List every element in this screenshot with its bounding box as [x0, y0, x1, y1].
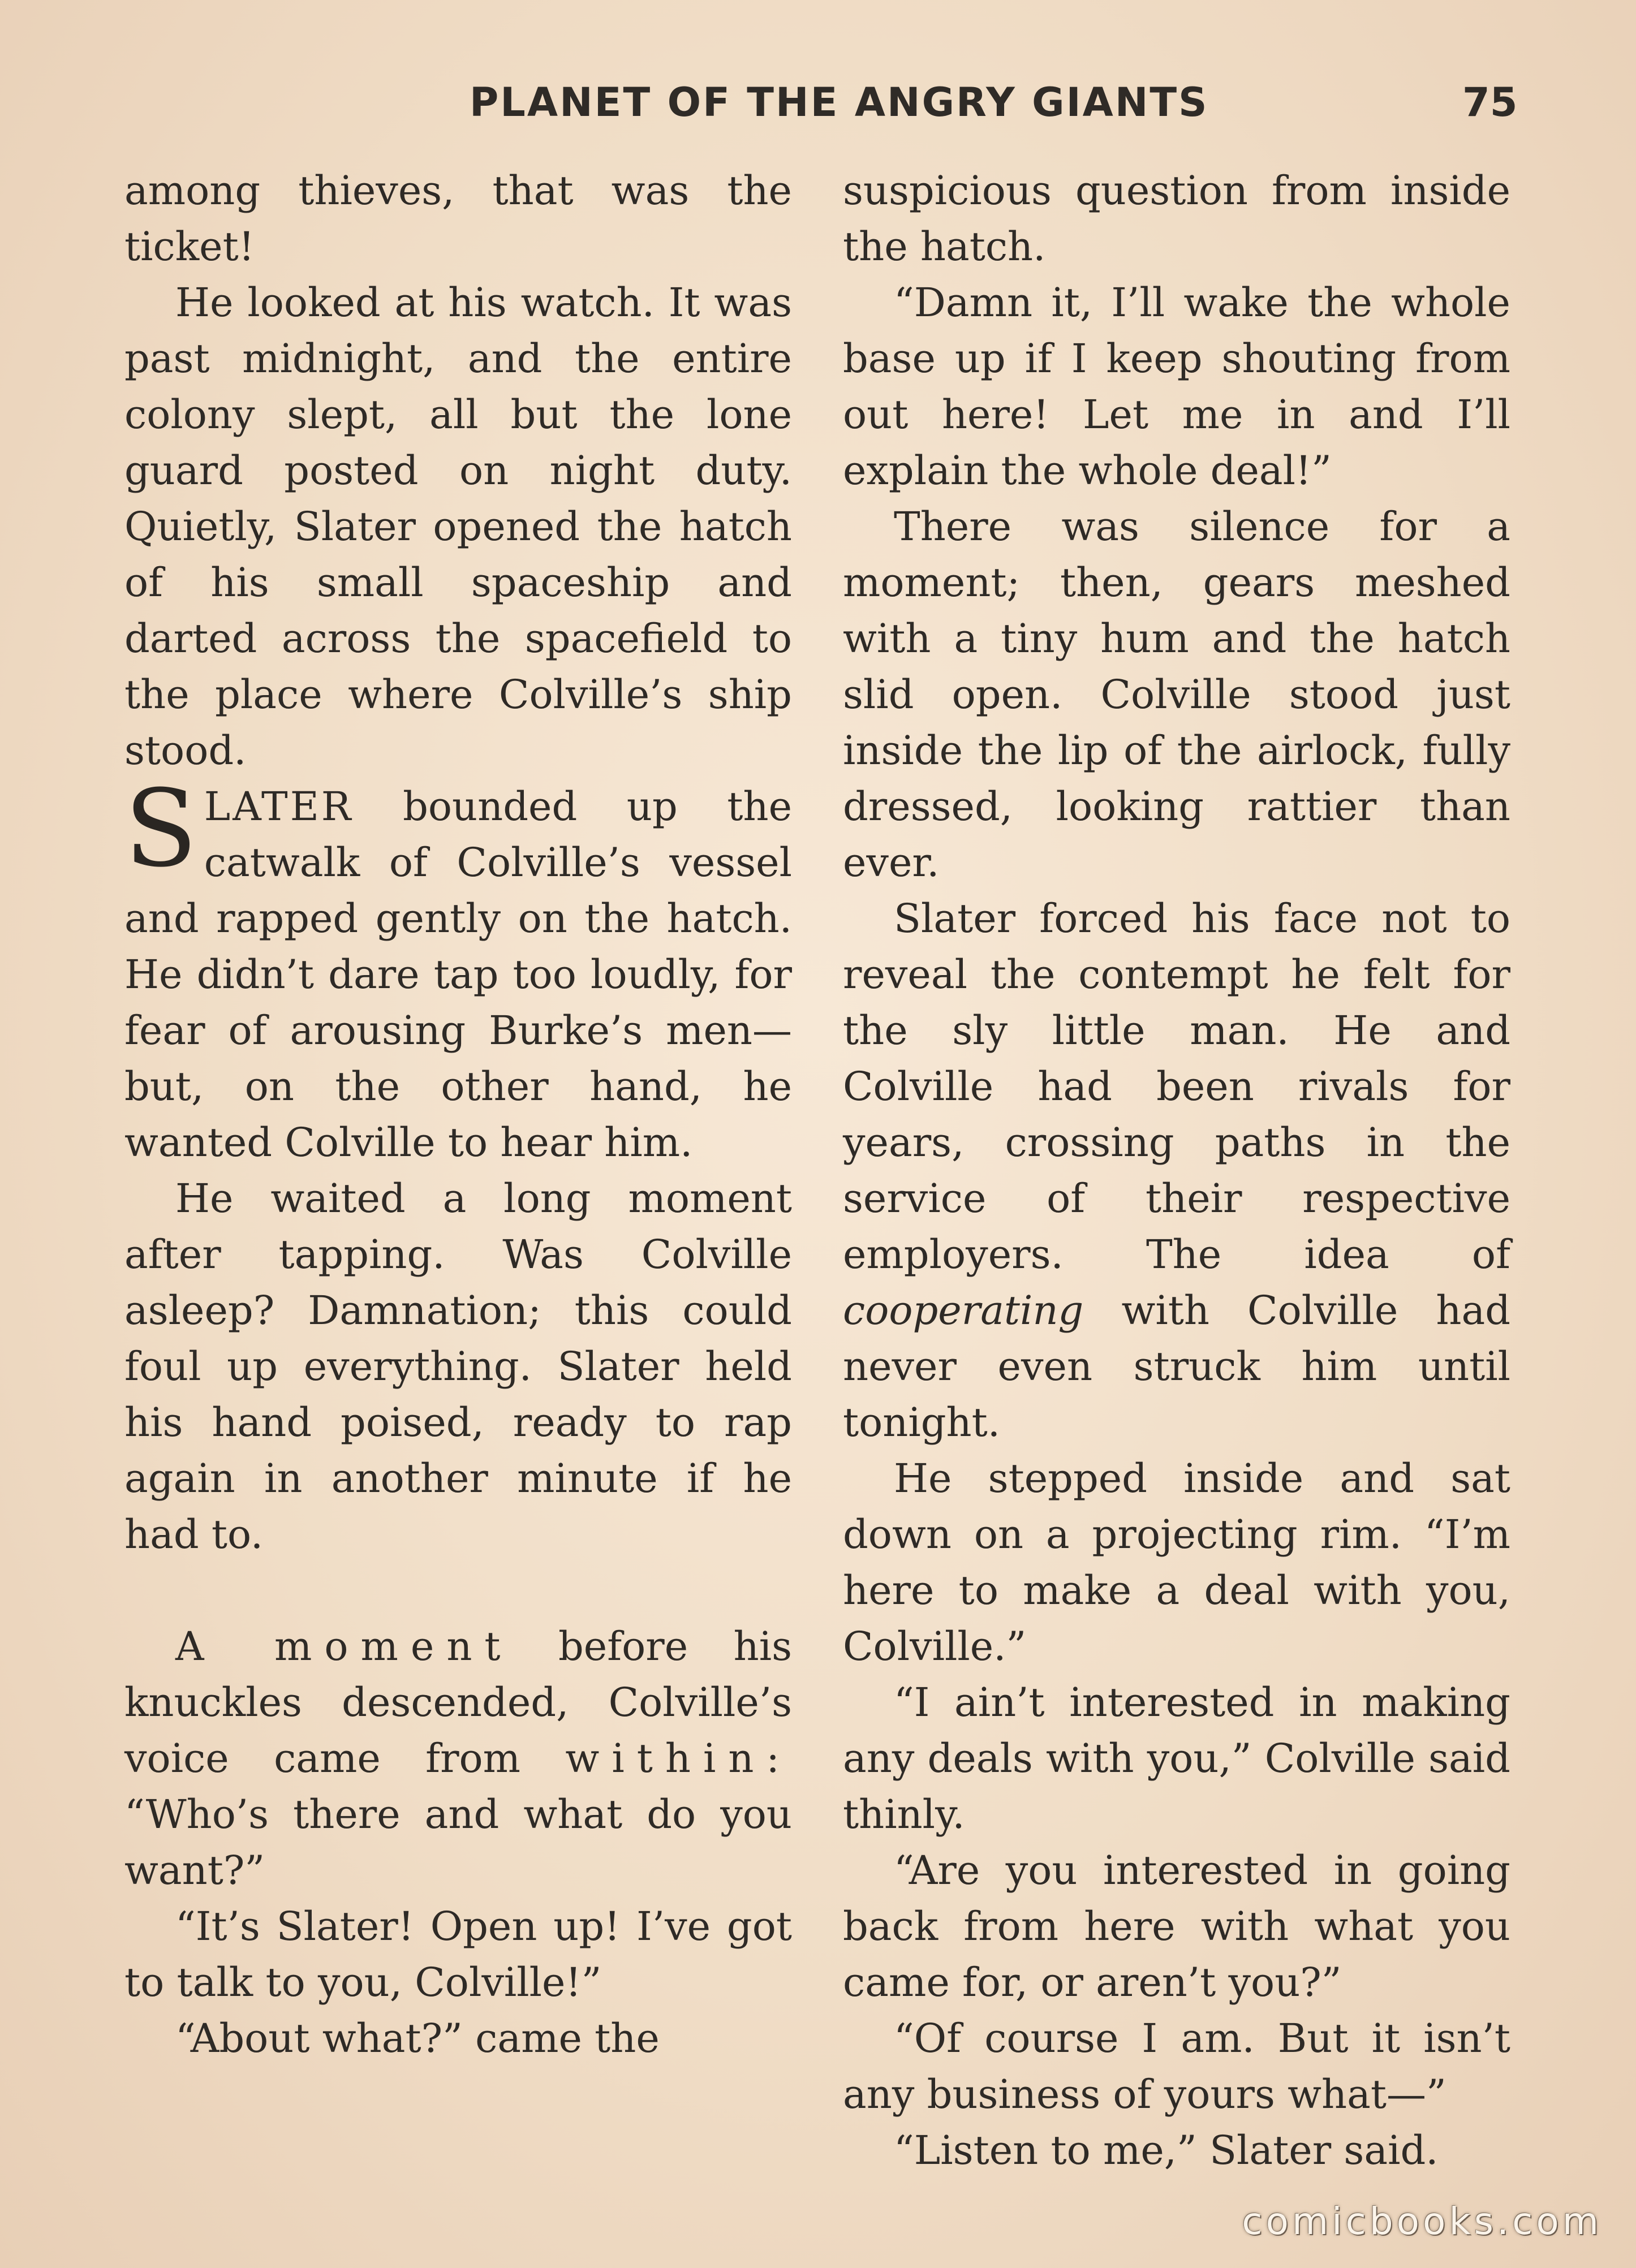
paragraph: [124, 1619, 792, 1899]
paragraph-text: “Who’s there and what do you want?”: [124, 1791, 792, 1894]
site-watermark: comicbooks.com: [1242, 2200, 1602, 2243]
paragraph-text: before his knuckles descended, Colville’s voice came from: [124, 1623, 793, 1782]
paragraph: He stepped inside and sat down on a projecting rim. “I’m here to make a deal with you, Colville.”: [843, 1455, 1510, 1670]
paragraph-text: bounded up the catwalk of Colville’s vessel and rapped gently on the hatch. He didn’t dare tap too loudly, for fear of arousing Burke’s men—but, on the other hand, he wanted Colville to hear him.: [124, 783, 792, 1166]
paragraph: [843, 891, 1510, 1451]
drop-cap-paragraph: [124, 767, 792, 1171]
paragraph: “Of course I am. But it isn’t any business of yours what—”: [843, 2015, 1510, 2118]
paragraph: There was silence for a moment; then, gears meshed with a tiny hum and the hatch slid open. Colville stood just inside the lip of the airlock, fully dressed, looking rattier than ever.: [843, 503, 1510, 886]
drop-cap-word: LATER: [204, 783, 354, 830]
paragraph-text: with Colville had never even struck him until tonight.: [843, 1287, 1510, 1446]
paragraph: “Are you interested in going back from here with what you came for, or aren’t you?”: [843, 1847, 1510, 2006]
right-text-column: [843, 163, 1510, 2179]
spaced-text: within:: [565, 1735, 792, 1782]
spaced-text: A moment: [175, 1623, 513, 1670]
left-text-column: [124, 163, 792, 2067]
page-number: 75: [1462, 79, 1518, 126]
paragraph: suspicious question from inside the hatch.: [843, 167, 1510, 270]
paragraph: He waited a long moment after tapping. Was Colville asleep? Damnation; this could foul up everything. Slater held his hand poised, ready to rap again in another minute if he had to.: [124, 1175, 792, 1558]
paragraph: “I ain’t interested in making any deals with you,” Colville said thinly.: [843, 1679, 1510, 1838]
running-header-title: PLANET OF THE ANGRY GIANTS: [470, 79, 1209, 126]
paragraph: He looked at his watch. It was past midnight, and the entire colony slept, all but the lone guard posted on night duty. Quietly, Slater opened the hatch of his small spaceship and darted across the spacefield to the place where Colville’s ship stood.: [124, 279, 792, 774]
italic-word: cooperating: [843, 1287, 1084, 1334]
paragraph-text: Slater forced his face not to reveal the contempt he felt for the sly little man. He and Colville had been rivals for years, crossing paths in the service of their respective employers. The idea of: [843, 895, 1510, 1278]
drop-cap-letter: S: [124, 767, 197, 891]
paragraph: among thieves, that was the ticket!: [124, 167, 792, 270]
paragraph: “It’s Slater! Open up! I’ve got to talk to you, Colville!”: [124, 1903, 792, 2006]
paragraph: “About what?” came the: [175, 2015, 660, 2062]
paragraph: “Damn it, I’ll wake the whole base up if I keep shouting from out here! Let me in and I’ll explain the whole deal!”: [843, 279, 1510, 494]
paragraph: “Listen to me,” Slater said.: [894, 2127, 1439, 2174]
